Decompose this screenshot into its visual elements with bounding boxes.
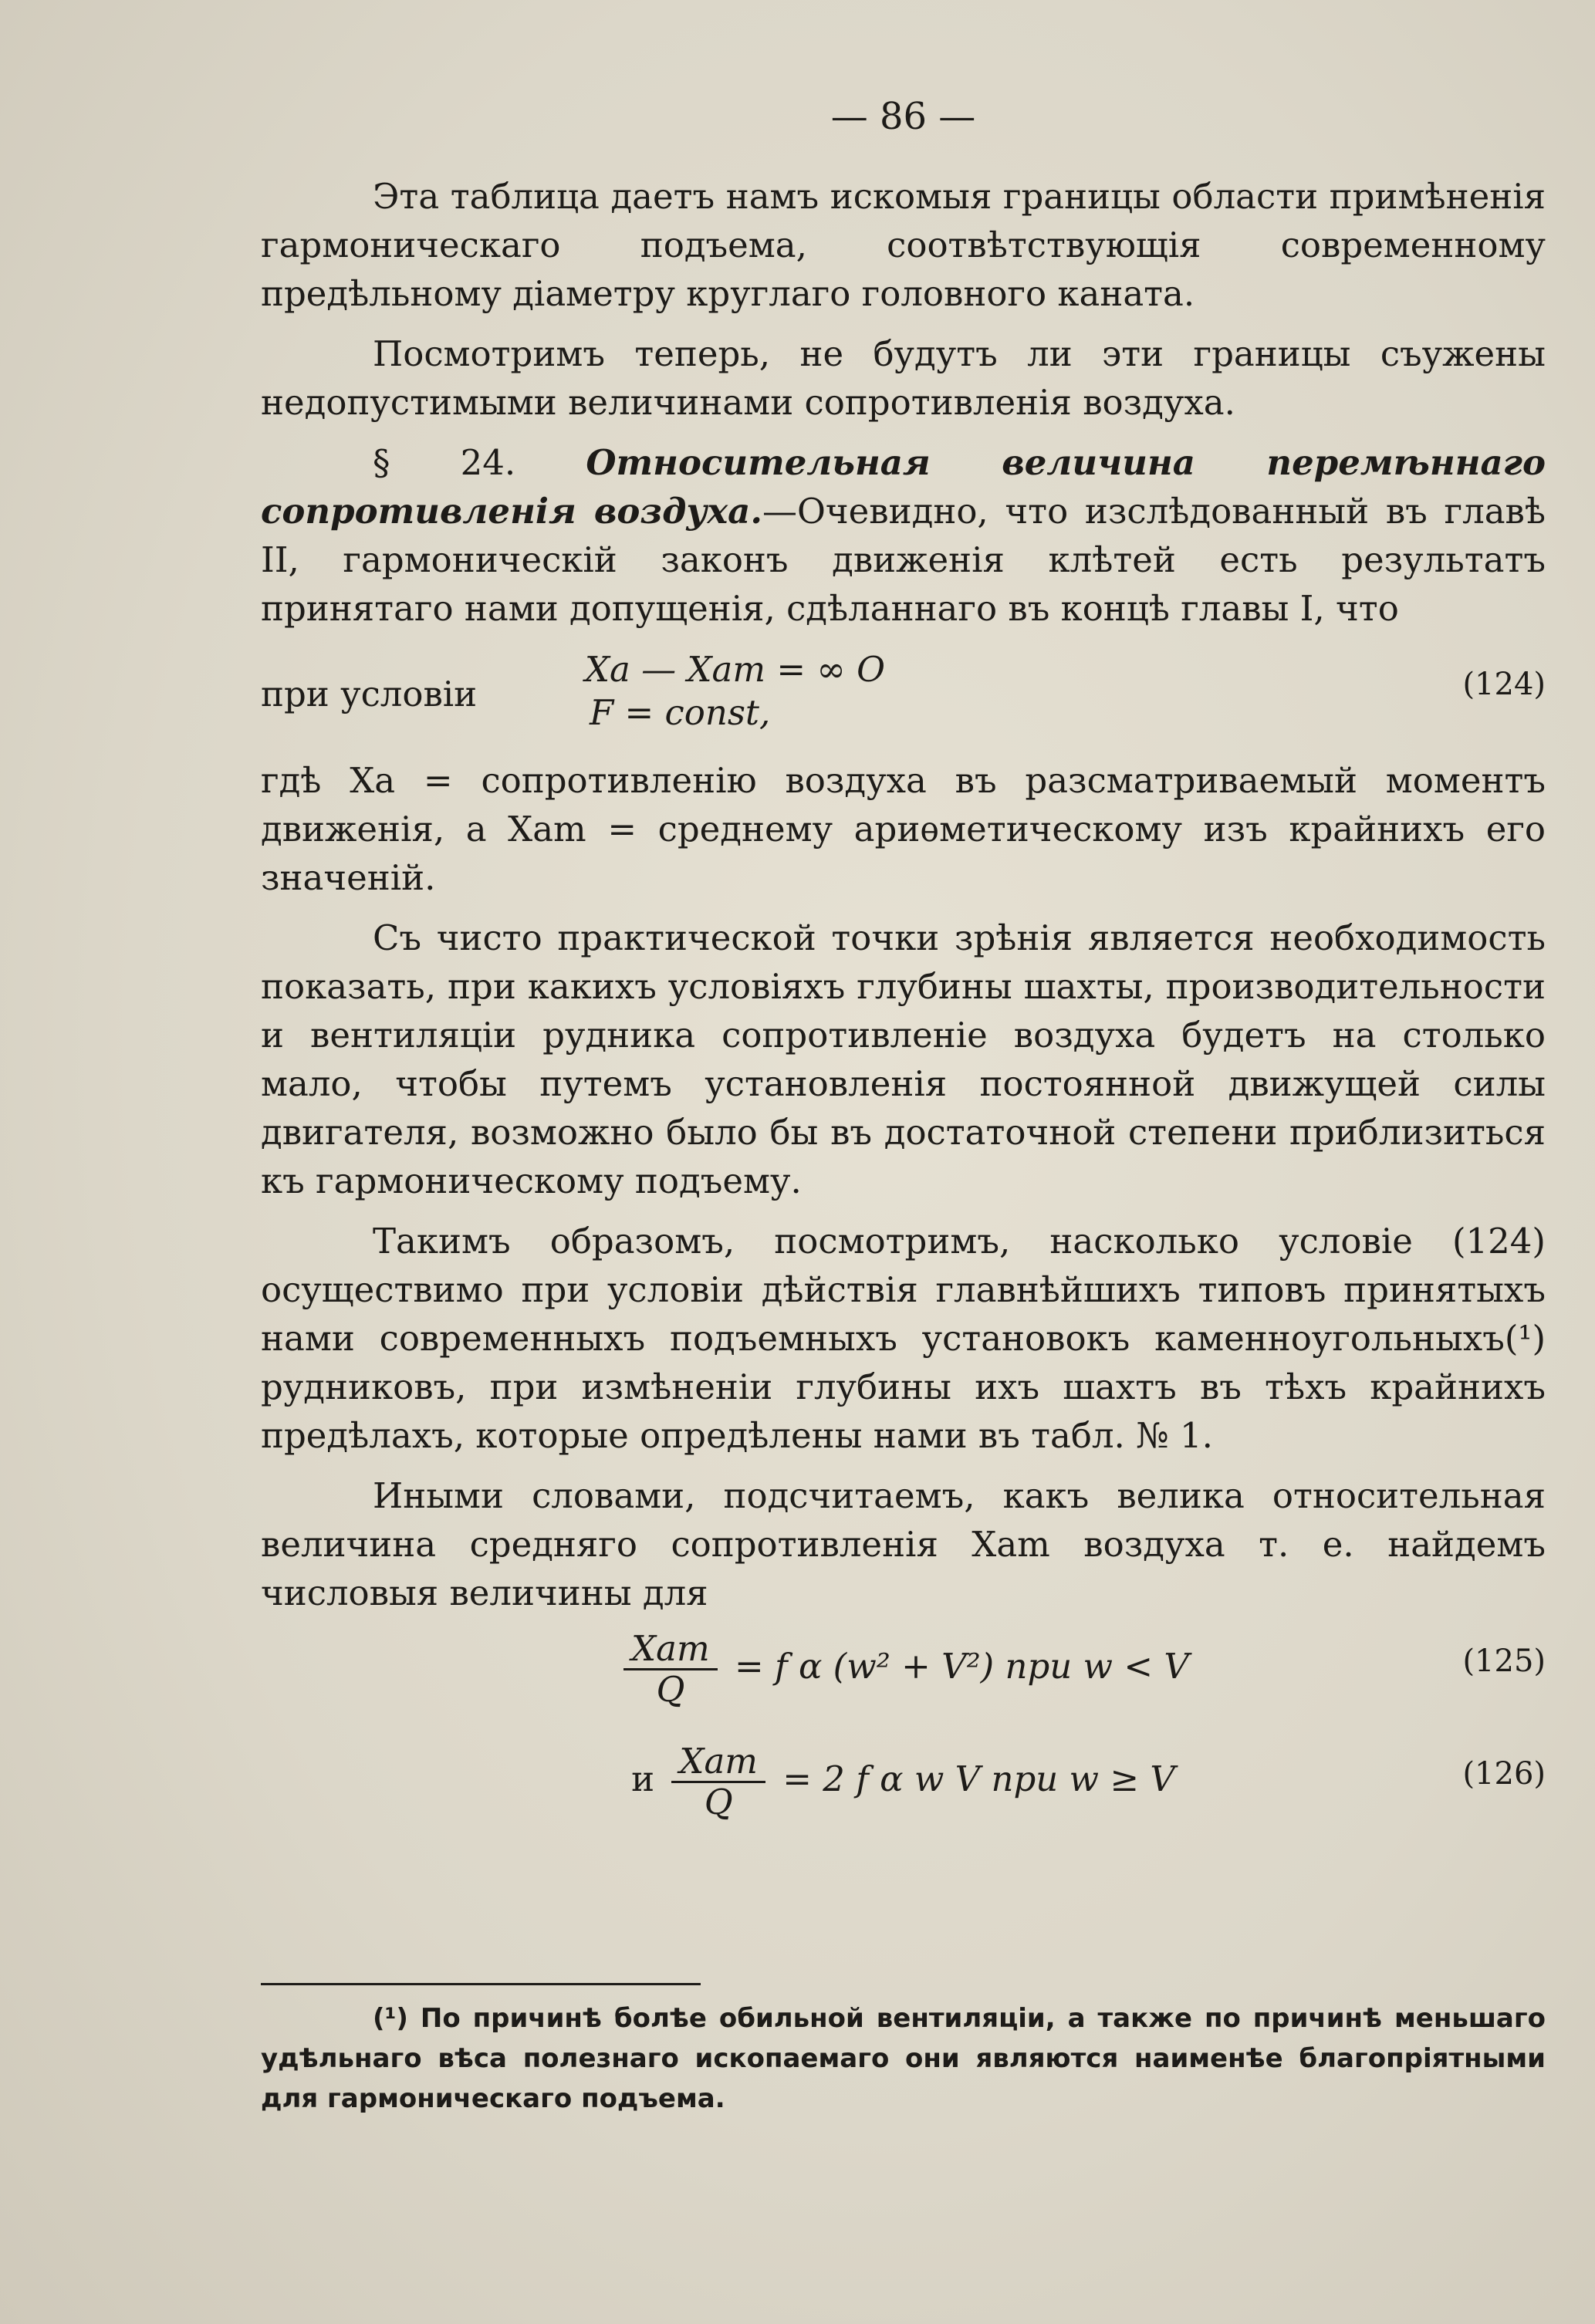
equation-126 — [261, 1742, 1546, 1843]
equation-126-prefix: и — [631, 1758, 655, 1799]
text-block — [261, 93, 1546, 1855]
equation-125 — [261, 1630, 1546, 1730]
paragraph-5: Иными словами, подсчитаемъ, какъ велика относительная величина средняго сопротивленія Xam воздуха т. е. найдемъ числовыя величины для — [261, 1475, 1546, 1613]
equation-126-body — [261, 1742, 1546, 1822]
equation-126-number: (126) — [1462, 1756, 1546, 1792]
equation-124-number: (124) — [1462, 667, 1546, 702]
equation-124-body — [585, 648, 885, 735]
equation-126-fraction — [671, 1742, 765, 1822]
page-number: — 86 — — [830, 95, 976, 138]
section-text: —Очевидно, что изслѣдованный въ главѣ II, гармоническій законъ движенія клѣтей есть результатъ принятаго нами допущенія, сдѣланнаго въ концѣ главы I, что — [261, 491, 1546, 629]
paragraph-1: Эта таблица даетъ намъ искомыя границы области примѣненія гармоническаго подъема, соотвѣтствующія современному предѣльному діаметру круглаго головного каната. — [261, 176, 1546, 314]
section-24-paragraph — [261, 438, 1546, 633]
equation-126-numerator: Xam — [671, 1742, 765, 1783]
equation-124-line-2: F = const, — [590, 692, 771, 733]
footnote — [261, 1998, 1546, 2119]
equation-125-fraction — [623, 1630, 718, 1709]
footnote-text: (¹) По причинѣ болѣе обильной вентиляціи, а также по причинѣ меньшаго удѣльнаго вѣса полезнаго ископаемаго они являются наименѣе благопріятными для гармоническаго подъема. — [261, 2003, 1546, 2114]
equation-124-prefix: при условіи — [261, 674, 478, 714]
equation-125-number: (125) — [1462, 1643, 1546, 1679]
equation-126-denominator: Q — [704, 1782, 733, 1822]
paragraph-2: Посмотримъ теперь, не будутъ ли эти границы съужены недопустимыми величинами сопротивленія воздуха. — [261, 333, 1546, 423]
paragraph-3: Съ чисто практической точки зрѣнія является необходимость показать, при какихъ условіяхъ глубины шахты, производительности и вентиляціи рудника сопротивленіе воздуха будетъ на столько мало, чтобы путемъ установленія постоянной движущей силы двигателя, возможно было бы въ достаточной степени приблизиться къ гармоническому подъему. — [261, 917, 1546, 1201]
equation-125-body — [261, 1630, 1546, 1709]
equation-124-line-1: Xa — Xam = ∞ O — [585, 649, 886, 690]
footnote-rule — [261, 1983, 701, 1985]
equation-124 — [261, 648, 1546, 741]
paragraph-gde: гдѣ Xa = сопротивленію воздуха въ разсматриваемый моментъ движенія, а Xam = среднему ариѳметическому изъ крайнихъ его значеній. — [261, 760, 1546, 898]
section-number: § 24. — [373, 442, 516, 483]
paragraph-4: Такимъ образомъ, посмотримъ, насколько условіе (124) осуществимо при условіи дѣйствія главнѣйшихъ типовъ принятыхъ нами современныхъ подъемныхъ установокъ каменноугольныхъ(¹) рудниковъ, при измѣненіи глубины ихъ шахтъ въ тѣхъ крайнихъ предѣлахъ, которые опредѣлены нами въ табл. № 1. — [261, 1221, 1546, 1456]
equation-126-rhs: = 2 f α w V при w ≥ V — [782, 1758, 1175, 1799]
equation-125-rhs: = f α (w² + V²) при w < V — [734, 1646, 1189, 1687]
section-title: Относительная величина перемѣннаго сопротивленія воздуха. — [261, 442, 1546, 532]
equation-125-denominator: Q — [656, 1669, 685, 1710]
equation-125-numerator: Xam — [623, 1630, 718, 1670]
